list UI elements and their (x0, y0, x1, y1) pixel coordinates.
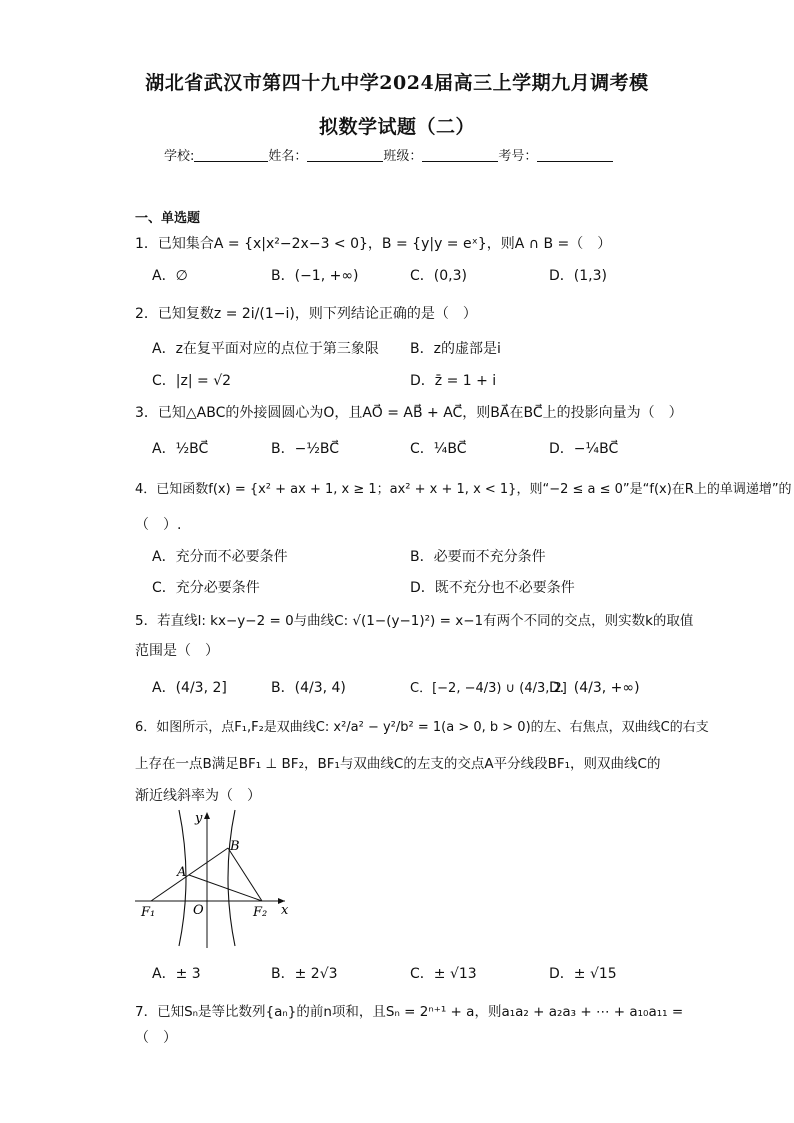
label-b: B (230, 839, 240, 854)
question-3-option-a[interactable]: A．½BC⃗ (152, 441, 209, 457)
question-6-stem-cont2: 渐近线斜率为（ ） (135, 788, 261, 804)
question-5-option-b[interactable]: B．(4/3, 4) (271, 680, 346, 696)
label-y: y (195, 811, 203, 826)
label-a: A (177, 865, 187, 880)
question-6-option-c[interactable]: C．± √13 (410, 966, 477, 982)
question-2-stem: 2．已知复数z = 2i/(1−i)，则下列结论正确的是（ ） (135, 306, 477, 322)
section-title: 一、单选题 (135, 211, 201, 226)
question-4-stem: 4．已知函数f(x) = {x² + ax + 1, x ≥ 1；ax² + x + 1, x < 1}，则“−2 ≤ a ≤ 0”是“f(x)在R上的单调递增”的 (135, 482, 792, 497)
label-f2: F₂ (253, 905, 268, 920)
question-6-option-b[interactable]: B．± 2√3 (271, 966, 338, 982)
question-6-option-a[interactable]: A．± 3 (152, 966, 201, 982)
question-4-option-b[interactable]: B．必要而不充分条件 (410, 549, 546, 565)
class-blank[interactable] (422, 149, 498, 162)
exam-title-line1: 湖北省武汉市第四十九中学2024届高三上学期九月调考模 (145, 72, 649, 94)
question-6-option-d[interactable]: D．± √15 (549, 966, 617, 982)
name-blank[interactable] (307, 149, 383, 162)
question-3-stem: 3．已知△ABC的外接圆圆心为O，且AO⃗ = AB⃗ + AC⃗，则BA⃗在BC⃗上的投影向量为（ ） (135, 405, 683, 421)
school-label: 学校: (164, 149, 195, 164)
question-2-option-a[interactable]: A．z在复平面对应的点位于第三象限 (152, 341, 379, 357)
segment-a-f2 (189, 875, 262, 901)
y-axis-arrow (204, 812, 210, 819)
id-blank[interactable] (537, 149, 613, 162)
hyperbola-figure (135, 808, 295, 948)
question-1-option-a[interactable]: A．∅ (152, 268, 188, 284)
question-5-stem: 5．若直线l: kx−y−2 = 0与曲线C: √(1−(y−1)²) = x−1有两个不同的交点，则实数k的取值 (135, 613, 694, 629)
class-label: 班级： (383, 149, 423, 164)
question-5-option-c[interactable]: C．[−2, −4/3) ∪ (4/3, 2] (410, 681, 567, 696)
id-label: 考号： (498, 149, 538, 164)
name-label: 姓名： (268, 149, 308, 164)
exam-title-line2: 拟数学试题（二） (318, 116, 475, 138)
question-6-stem-cont: 上存在一点B满足BF₁ ⊥ BF₂，BF₁与双曲线C的左支的交点A平分线段BF₁，则双曲线C的 (135, 756, 661, 772)
question-2-option-d[interactable]: D．z̄ = 1 + i (410, 373, 497, 389)
question-5-stem-cont: 范围是（ ） (135, 643, 219, 659)
question-6-stem: 6．如图所示，点F₁,F₂是双曲线C: x²/a² − y²/b² = 1(a > 0, b > 0)的左、右焦点，双曲线C的右支 (135, 720, 709, 735)
question-1-option-c[interactable]: C．(0,3) (410, 268, 467, 284)
question-4-option-d[interactable]: D．既不充分也不必要条件 (410, 580, 575, 596)
segment-b-f2 (228, 848, 262, 901)
label-f1: F₁ (141, 905, 156, 920)
question-4-option-c[interactable]: C．充分必要条件 (152, 580, 260, 596)
question-4-stem-cont: （ ）. (135, 517, 182, 533)
question-3-option-d[interactable]: D．−¼BC⃗ (549, 441, 619, 457)
label-x: x (281, 903, 289, 918)
segment-f1-b (151, 848, 228, 901)
label-o: O (193, 903, 204, 918)
question-5-option-a[interactable]: A．(4/3, 2] (152, 680, 227, 696)
question-5-option-d[interactable]: D．(4/3, +∞) (549, 680, 640, 696)
school-blank[interactable] (194, 149, 268, 162)
question-2-option-c[interactable]: C．|z| = √2 (152, 373, 232, 389)
question-7-stem-cont: （ ） (135, 1030, 177, 1046)
student-info-row (164, 145, 613, 164)
question-1-stem: 1．已知集合A = {x|x²−2x−3 < 0}，B = {y|y = eˣ}，则A ∩ B =（ ） (135, 236, 612, 252)
question-3-option-c[interactable]: C．¼BC⃗ (410, 441, 467, 457)
question-1-option-d[interactable]: D．(1,3) (549, 268, 607, 284)
hyperbola-right-branch (228, 810, 235, 946)
question-7-stem: 7．已知Sₙ是等比数列{aₙ}的前n项和，且Sₙ = 2ⁿ⁺¹ + a，则a₁a₂ + a₂a₃ + ⋯ + a₁₀a₁₁ = (135, 1004, 684, 1020)
question-4-option-a[interactable]: A．充分而不必要条件 (152, 549, 288, 565)
question-2-option-b[interactable]: B．z的虚部是i (410, 341, 501, 357)
question-3-option-b[interactable]: B．−½BC⃗ (271, 441, 340, 457)
question-1-option-b[interactable]: B．(−1, +∞) (271, 268, 359, 284)
